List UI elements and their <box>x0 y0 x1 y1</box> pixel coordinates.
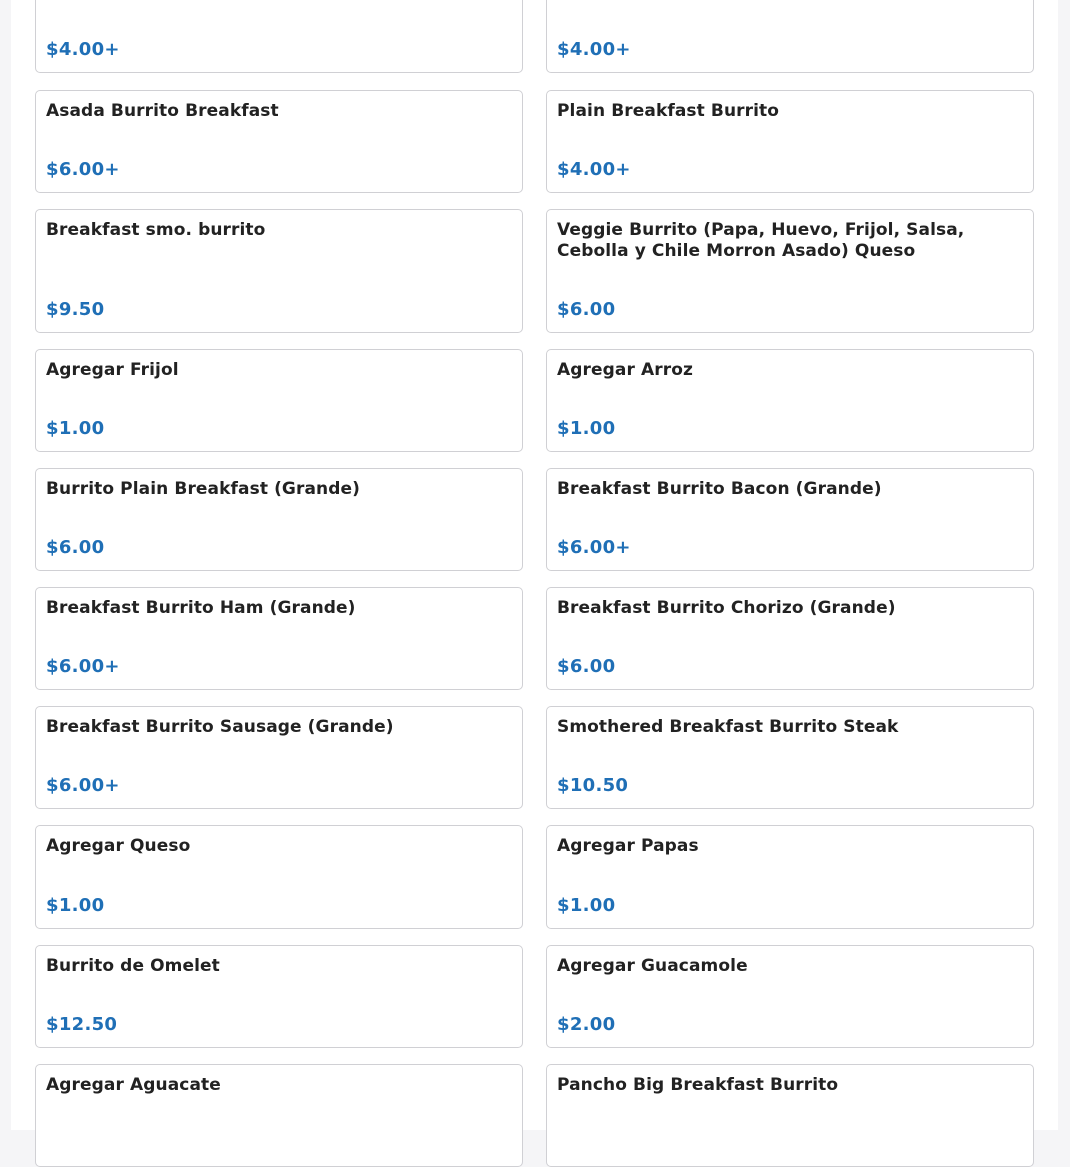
menu-item-price: $4.00+ <box>557 159 631 180</box>
menu-item-price: $4.00+ <box>46 39 120 60</box>
menu-item-price: $2.00 <box>557 1014 616 1035</box>
menu-item-name: Pancho Big Breakfast Burrito <box>557 1075 839 1095</box>
menu-item-card[interactable] <box>35 706 523 809</box>
menu-item-name: Agregar Guacamole <box>557 956 748 976</box>
menu-item-price: $6.00 <box>557 299 616 320</box>
menu-item-name: Breakfast Burrito Ham (Grande) <box>46 598 356 618</box>
menu-item-card[interactable] <box>546 468 1034 571</box>
menu-item-card[interactable] <box>546 825 1034 929</box>
menu-item-name: Plain Breakfast Burrito <box>557 101 780 121</box>
menu-item-card[interactable] <box>35 587 523 690</box>
menu-item-price: $12.50 <box>46 1014 118 1035</box>
menu-item-name: Agregar Queso <box>46 836 191 856</box>
menu-item-name: Asada Burrito Breakfast <box>46 101 279 121</box>
menu-item-price: $6.00 <box>557 656 616 677</box>
menu-item-card[interactable] <box>546 706 1034 809</box>
menu-item-price: $1.00 <box>46 895 105 916</box>
menu-item-price: $1.00 <box>557 418 616 439</box>
menu-item-card[interactable] <box>35 90 523 193</box>
menu-item-card[interactable] <box>546 945 1034 1048</box>
menu-item-name: Agregar Frijol <box>46 360 179 380</box>
menu-item-card[interactable] <box>546 1064 1034 1167</box>
menu-item-card[interactable] <box>546 587 1034 690</box>
menu-item-name: Breakfast Burrito Chorizo (Grande) <box>557 598 896 618</box>
menu-page <box>11 0 1058 1130</box>
menu-item-price: $6.00+ <box>557 537 631 558</box>
menu-item-price: $9.50 <box>46 299 105 320</box>
menu-item-card[interactable] <box>35 0 523 73</box>
menu-item-name: Veggie Burrito (Papa, Huevo, Frijol, Salsa, Cebolla y Chile Morron Asado) Queso <box>557 220 965 261</box>
menu-item-card[interactable] <box>546 349 1034 452</box>
menu-item-price: $6.00+ <box>46 656 120 677</box>
menu-item-name: Breakfast Burrito Sausage (Grande) <box>46 717 394 737</box>
menu-item-price: $6.00+ <box>46 159 120 180</box>
menu-item-name: Burrito Plain Breakfast (Grande) <box>46 479 361 499</box>
menu-item-name: Breakfast smo. burrito <box>46 220 266 240</box>
menu-item-card[interactable] <box>35 1064 523 1167</box>
menu-item-price: $6.00 <box>46 537 105 558</box>
menu-item-card[interactable] <box>35 945 523 1048</box>
menu-item-price: $10.50 <box>557 775 629 796</box>
menu-item-name: Burrito de Omelet <box>46 956 220 976</box>
menu-item-price: $1.00 <box>557 895 616 916</box>
menu-item-name: Breakfast Burrito Bacon (Grande) <box>557 479 882 499</box>
menu-item-card[interactable] <box>35 349 523 452</box>
menu-item-card[interactable] <box>546 0 1034 73</box>
menu-item-card[interactable] <box>35 209 523 333</box>
menu-item-name: Agregar Arroz <box>557 360 693 380</box>
menu-item-name: Agregar Papas <box>557 836 699 856</box>
menu-item-price: $4.00+ <box>557 39 631 60</box>
menu-item-card[interactable] <box>35 468 523 571</box>
menu-item-card[interactable] <box>35 825 523 929</box>
menu-item-card[interactable] <box>546 209 1034 333</box>
menu-item-name: Smothered Breakfast Burrito Steak <box>557 717 899 737</box>
menu-item-price: $1.00 <box>46 418 105 439</box>
menu-item-card[interactable] <box>546 90 1034 193</box>
menu-item-name: Agregar Aguacate <box>46 1075 221 1095</box>
menu-item-price: $6.00+ <box>46 775 120 796</box>
